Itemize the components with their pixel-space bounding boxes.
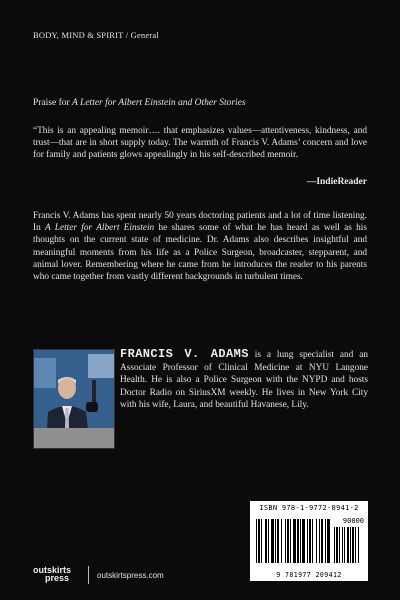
barcode-bar (258, 519, 260, 563)
price-code: 90000 (342, 517, 364, 525)
author-name: FRANCIS V. ADAMS (120, 347, 249, 361)
barcode-graphic (254, 513, 364, 571)
publisher-logo-word-1: outskirts (33, 565, 72, 575)
description-text-end: he shares some of what he has heard as well as his thoughts on the current state of medicine. Dr. Adams also describes insightful and meaningful moments from his life as a Police Surgeon, broadcaster, stepparent, and animal lover. Remembering where he came from he introduces the reader to his parents who came together from vastly different backgrounds in turbulent times. (33, 223, 367, 283)
barcode-bar (261, 519, 262, 563)
barcode-bar (316, 519, 317, 563)
barcode-bar (265, 519, 267, 563)
mixing-desk (34, 428, 114, 448)
description-book-title: A Letter for Albert Einstein (45, 223, 155, 234)
barcode-supplement-bar (342, 527, 343, 563)
book-description (33, 210, 367, 283)
barcode-bar (302, 519, 305, 563)
barcode-bar (287, 519, 289, 563)
quote-source: —IndieReader (306, 177, 367, 187)
author-photo (33, 349, 115, 449)
barcode-supplement-bar (334, 527, 335, 563)
barcode-bar (300, 519, 301, 563)
author-bio-text: is a lung specialist and an Associate Professor of Clinical Medicine at NYU Langone Health. He is also a Police Surgeon with the NYPD and hosts Doctor Radio on SiriusXM weekly. He lives in New York City with his wife, Laura, and beautiful Havanese, Lily. (120, 350, 368, 411)
category-label: BODY, MIND & SPIRIT / General (33, 30, 159, 40)
microphone (86, 402, 98, 412)
publisher-logo-word-2: press (45, 573, 70, 583)
barcode-bar (319, 519, 320, 563)
barcode-bar (281, 519, 282, 563)
barcode-supplement-bar (336, 527, 338, 563)
barcode-box (250, 501, 368, 581)
barcode-bar (321, 519, 323, 563)
isbn-text: ISBN 978-1-9772-0941-2 (259, 504, 359, 512)
barcode-bar (297, 519, 299, 563)
barcode-supplement-bar (339, 527, 340, 563)
barcode-bar (312, 519, 313, 563)
praise-prefix: Praise for (33, 98, 73, 108)
barcode-bar (275, 519, 276, 563)
review-quote: “This is an appealing memoir…. that emphasizes values—attentiveness, kindness, and trust—that are in short supply today. The warmth of Francis V. Adams’ concern and love for family and patients glows appealingly in his self-described memoir. (33, 126, 367, 161)
studio-light (34, 358, 56, 388)
barcode-bar (327, 519, 330, 563)
barcode-bar (325, 519, 326, 563)
barcode-bar (277, 519, 279, 563)
barcode-bar (285, 519, 286, 563)
barcode-supplement-bar (352, 527, 354, 563)
author-bio (120, 348, 368, 412)
barcode-supplement-bar (355, 527, 356, 563)
praise-book-title: A Letter for Albert Einstein and Other Stories (72, 98, 246, 108)
barcode-supplement-bar (347, 527, 349, 563)
studio-window (88, 354, 114, 378)
barcode-bar (271, 519, 274, 563)
barcode-supplement-bar (358, 527, 359, 563)
description-text-start: Francis V. Adams has spent nearly 50 years doctoring patients and a lot of time listening. In (33, 211, 367, 234)
praise-heading (33, 98, 373, 108)
barcode-bar (293, 519, 296, 563)
barcode-bar (256, 519, 257, 563)
barcode-bar (268, 519, 269, 563)
barcode-bar (307, 519, 308, 563)
publisher-logo (33, 566, 71, 582)
barcode-supplement-bar (350, 527, 351, 563)
barcode-supplement-bar (344, 527, 345, 563)
logo-divider (88, 566, 89, 584)
publisher-url: outskirtspress.com (97, 571, 164, 580)
barcode-digits: 9 781977 209412 (276, 571, 342, 579)
barcode-bar (309, 519, 311, 563)
barcode-bar (290, 519, 291, 563)
